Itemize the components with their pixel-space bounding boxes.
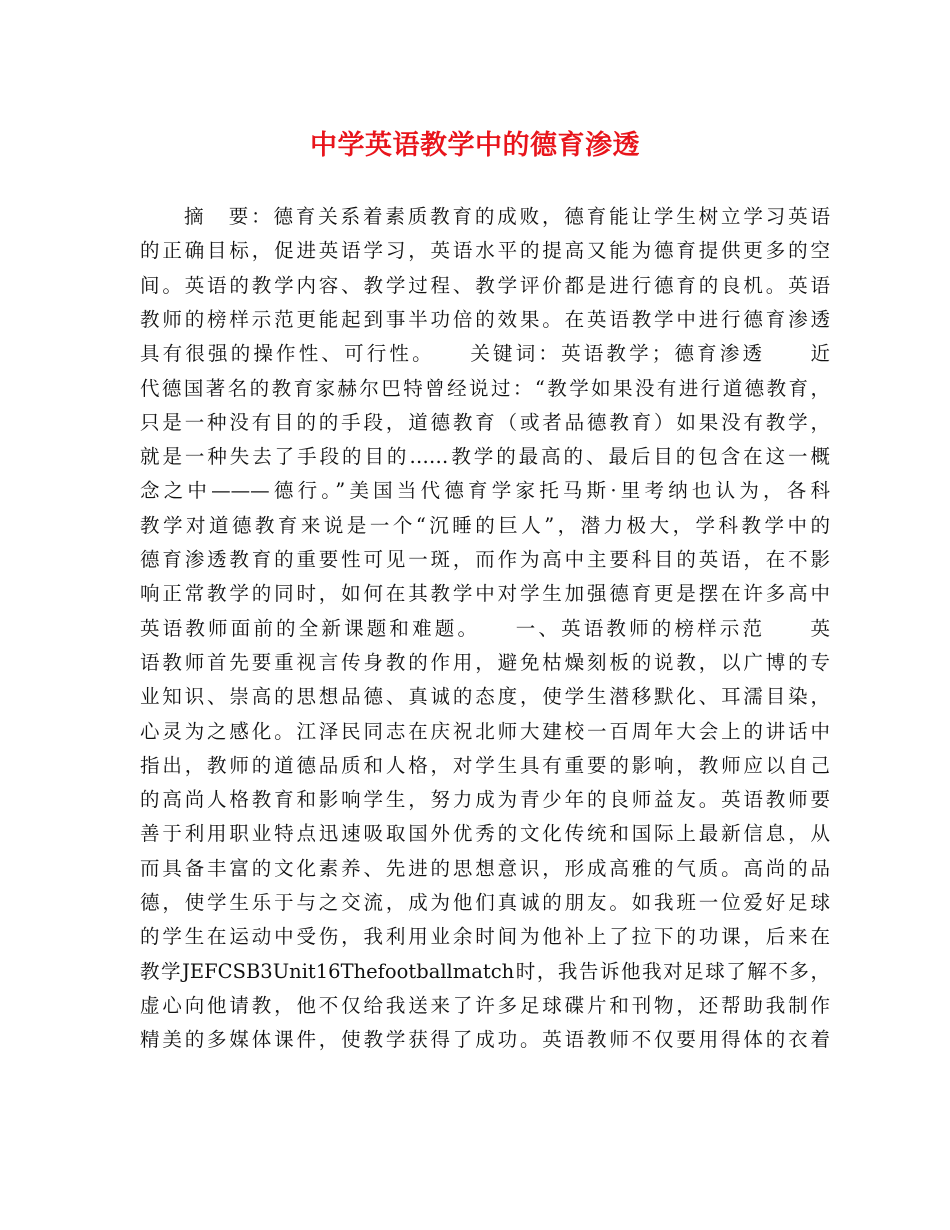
body-text-line: 只是一种没有目的的手段，道德教育（或者品德教育）如果没有教学， [140, 410, 830, 434]
body-text-line: 的正确目标，促进英语学习，英语水平的提高又能为德育提供更多的空 [140, 239, 830, 263]
body-text-line: 具有很强的操作性、可行性。 关键词：英语教学；德育渗透 近 [140, 342, 830, 366]
body-text-line: 善于利用职业特点迅速吸取国外优秀的文化传统和国际上最新信息，从 [140, 822, 830, 846]
body-text-line: 念之中———德行。”美国当代德育学家托马斯·里考纳也认为，各科 [140, 479, 830, 503]
body-text-line: 德，使学生乐于与之交流，成为他们真诚的朋友。如我班一位爱好足球 [140, 891, 830, 914]
body-text-line: 教学对道德教育来说是一个“沉睡的巨人”，潜力极大，学科教学中的 [140, 513, 830, 537]
body-text-line: 就是一种失去了手段的目的……教学的最高的、最后目的包含在这一概 [140, 445, 830, 469]
body-text-line: 而具备丰富的文化素养、先进的思想意识，形成高雅的气质。高尚的品 [140, 856, 830, 880]
body-text-line: 语教师首先要重视言传身教的作用，避免枯燥刻板的说教，以广博的专 [140, 650, 830, 674]
body-text-line: 代德国著名的教育家赫尔巴特曾经说过：“教学如果没有进行道德教育， [140, 376, 830, 400]
body-text-line: 教师的榜样示范更能起到事半功倍的效果。在英语教学中进行德育渗透 [140, 307, 830, 331]
body-text-line: 精美的多媒体课件，使教学获得了成功。英语教师不仅要用得体的衣着 [140, 1028, 830, 1052]
body-text-line: 的高尚人格教育和影响学生，努力成为青少年的良师益友。英语教师要 [140, 788, 830, 812]
body-text-line: 心灵为之感化。江泽民同志在庆祝北师大建校一百周年大会上的讲话中 [140, 719, 830, 743]
body-text-line: 英语教师面前的全新课题和难题。 一、英语教师的榜样示范 英 [140, 616, 830, 640]
body-text-line: 指出，教师的道德品质和人格，对学生具有重要的影响，教师应以自己 [140, 753, 830, 777]
body-text-line: 教学JEFCSB3Unit16Thefootballmatch时，我告诉他我对足球了解不多， [140, 959, 830, 983]
body-text-line: 摘 要：德育关系着素质教育的成败，德育能让学生树立学习英语 [184, 205, 830, 228]
body-text-line: 的学生在运动中受伤，我利用业余时间为他补上了拉下的功课，后来在 [140, 925, 830, 949]
body-text-line: 德育渗透教育的重要性可见一斑，而作为高中主要科目的英语，在不影 [140, 548, 830, 571]
body-text-line: 虚心向他请教，他不仅给我送来了许多足球碟片和刊物，还帮助我制作 [140, 993, 830, 1017]
document-title: 中学英语教学中的德育渗透 [310, 130, 640, 161]
body-text-line: 业知识、崇高的思想品德、真诚的态度，使学生潜移默化、耳濡目染， [140, 685, 830, 709]
body-text-line: 响正常教学的同时，如何在其教学中对学生加强德育更是摆在许多高中 [140, 582, 830, 606]
body-text-line: 间。英语的教学内容、教学过程、教学评价都是进行德育的良机。英语 [140, 273, 830, 297]
